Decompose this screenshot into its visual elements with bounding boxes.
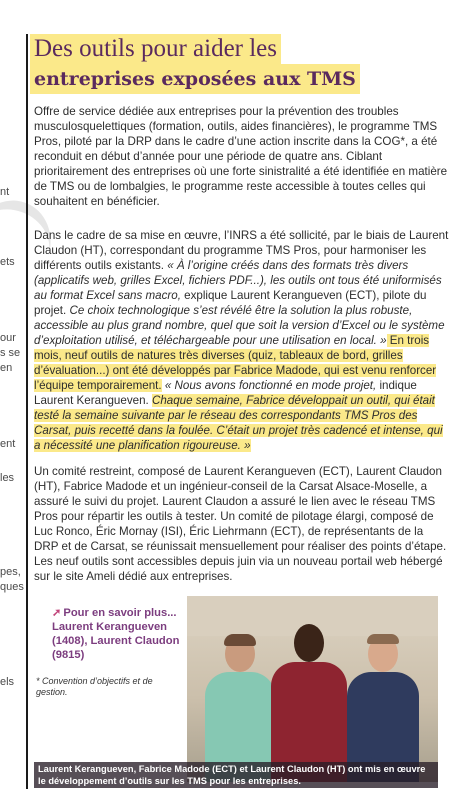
- person-left: [205, 636, 275, 782]
- gutter-text: en: [0, 362, 13, 374]
- more-info-text: Pour en savoir plus... Laurent Kerangueven (1408), Laurent Claudon (9815): [52, 607, 180, 661]
- paragraph2-text: Dans le cadre de sa mise en œuvre, l’INRS a été sollicité, par le biais de Laurent Claudon (HT), correspondant du programme TMS Pros, pour harmoniser les différents outils existants.: [34, 229, 449, 272]
- person-right: [347, 636, 419, 782]
- gutter-text: our: [0, 332, 16, 344]
- photo-caption: Laurent Kerangueven, Fabrice Madode (ECT) et Laurent Claudon (HT) ont mis en œuvre le développement d’outils sur les TMS pour les entreprises.: [34, 762, 438, 788]
- paragraph-development: [34, 228, 449, 453]
- team-photo: [187, 596, 438, 782]
- quote-text: « À l’origine créés dans des formats très divers (applicatifs web, grilles Excel, fichiers PDF...), les outils ont tous été uniformisés au format Excel sans macro,: [34, 259, 442, 302]
- gutter-text: les: [0, 472, 15, 484]
- highlighted-quote: Chaque semaine, Fabrice développait un outil, qui était testé la semaine suivante par le réseau des correspondants TMS Pros des Carsat, puis recetté dans la foulée. C’était un projet très cadencé et intense, qui a nécessité une planification rigoureuse. »: [34, 394, 443, 452]
- highlighted-text: En trois mois, neuf outils de natures très diverses (quiz, tableaux de bord, grilles d’évaluation...) ont été développés par Fabrice Madode, qui est venu renforcer l’équipe temporairement.: [34, 334, 437, 392]
- gutter-text: nt: [0, 186, 10, 198]
- left-column-fragment: [0, 0, 26, 793]
- gutter-text: els: [0, 676, 15, 688]
- title-line-1: Des outils pour aider les: [30, 34, 281, 64]
- gutter-text: ets: [0, 256, 15, 268]
- column-divider: [26, 34, 28, 789]
- more-info-box: [52, 606, 184, 662]
- paragraph2-text: indique Laurent Kerangueven.: [34, 379, 417, 407]
- gutter-text: s se: [0, 347, 21, 359]
- gutter-text: ques: [0, 581, 24, 593]
- paragraph2-text: explique Laurent Kerangueven (ECT), pilote du projet.: [34, 289, 427, 317]
- title-line-2: entreprises exposées aux TMS: [30, 64, 360, 94]
- paragraph-committee: Un comité restreint, composé de Laurent Kerangueven (ECT), Laurent Claudon (HT), Fabrice Madode et un ingénieur-conseil de la Carsat Alsace-Moselle, a assuré le suivi du projet. Laurent Claudon a assuré le lien avec le réseau TMS Pros pour répartir les outils à tester. Un comité de pilotage élargi, composé de Luc Ronco, Éric Mornay (ISI), Éric Liehrmann (ECT), de représentants de la DRP et de Carsat, se réunissait mensuellement pour réaliser des points d’étape. Les neuf outils sont accessibles depuis juin via un nouveau portail web hébergé sur le site Ameli dédié aux entreprises.: [34, 465, 447, 583]
- person-middle: [271, 624, 347, 782]
- footnote: * Convention d’objectifs et de gestion.: [36, 676, 153, 697]
- article-title: [30, 34, 430, 94]
- gutter-text: pes,: [0, 566, 21, 578]
- quote-text: Ce choix technologique s’est révélé être la solution la plus robuste, accessible au plus grand nombre, quel que soit la version d’Excel ou le système d’exploitation utilisé, et téléchargeable pour une utilisation en local. »: [34, 304, 445, 347]
- gutter-text: ent: [0, 438, 16, 450]
- arrow-icon: ➚: [52, 607, 62, 619]
- quote-text: « Nous avons fonctionné en mode projet,: [161, 379, 377, 392]
- paragraph-intro: Offre de service dédiée aux entreprises pour la prévention des troubles musculosquelettiques (formation, outils, aides financières), le programme TMS Pros, piloté par la DRP dans le cadre d’une action inscrite dans la COG*, a été reconduit en début d’année pour une période de quatre ans. Ciblant prioritairement des entreprises où une forte sinistralité a été identifiée en matière de TMS ou de lombalgies, le programme reste accessible à toutes celles qui souhaitent en bénéficier.: [34, 105, 448, 208]
